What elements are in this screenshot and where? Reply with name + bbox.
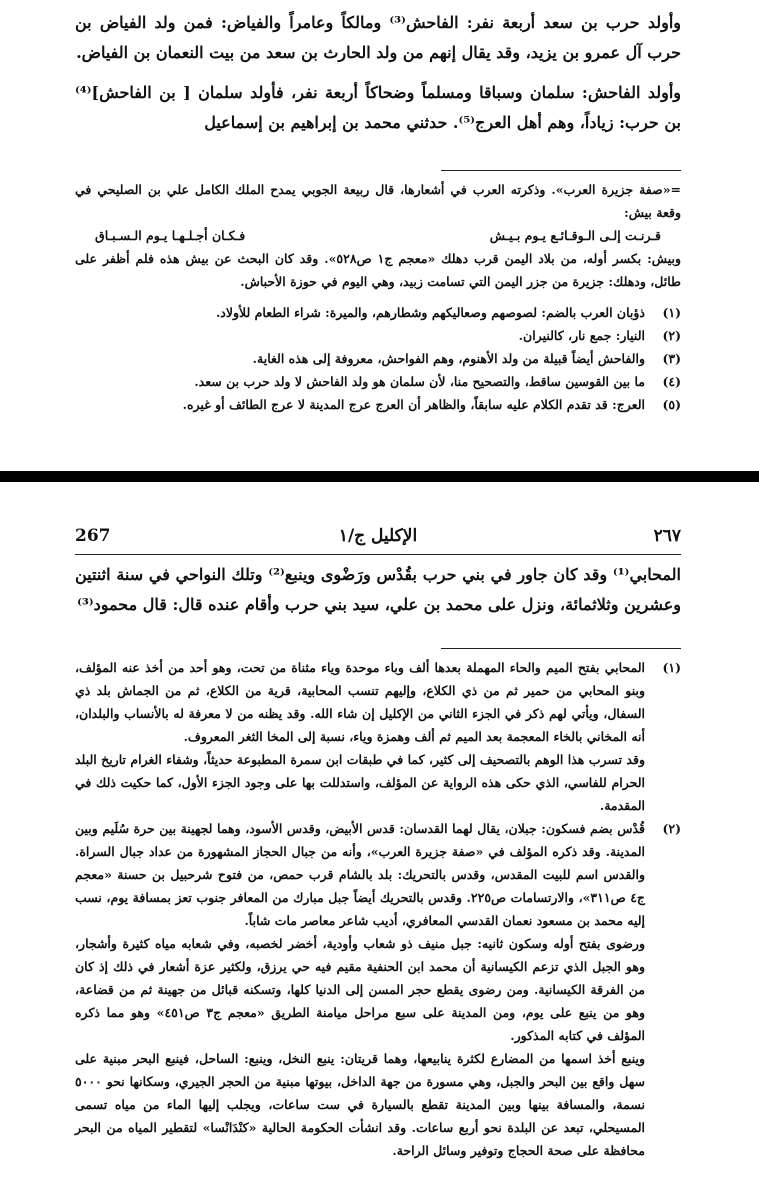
footnote	[75, 393, 681, 416]
running-title: الإكليل ج/١	[338, 526, 418, 546]
page-number-arabic: ٢٦٧	[653, 526, 681, 546]
footnote-body	[75, 656, 645, 817]
footnote-paragraph: وينبع أخذ اسمها من المضارع لكثرة ينابيعها، وهما قريتان: ينبع النخل، وينبع: الساحل، فينبع البحر مبنية على سهل واقع بين البحر والجبل، وهي مسورة من جهة الداخل، بيوتها مبنية من الحجر الجيري، وسكانها نحو ٥٠٠٠ نسمة، والمسافة بينها وبين المدينة تقطع بالسيارة في ست ساعات، ويجلب إليها الماء من مياه تسمى المسيحلي، تبعد عن البلدة نحو أربع ساعات. وقد انشأت الحكومة الحالية «كنْدَانْسا» لتقطير المياه من البحر محافظة على صحة الحجاج وتوفير وسائل الراحة.	[75, 1051, 645, 1158]
footnote-paragraph: قُدْس بضم فسكون: جبلان، يقال لهما القدسان: قدس الأبيض، وقدس الأسود، وهما لجهينة بين حرة سُلَيم وبين المدينة. وقد ذكره المؤلف في «صفة جزيرة العرب»، وأنه من جبال الحجاز المشهورة من عداد جبال السراة. والقدس اسم للبيت المقدس، وقدس بالتحريك: بلد بالشام قرب حمص، من فتوح شرحبيل بن حسنة «معجم ج٤ ص٣١١»، والارتسامات ص٢٢٥. وقدس بالتحريك أيضاً جبل مبارك من المعافر جنوب تعز بمسافة يوم، نسب إليه محمد بن مسعود نعمان القدسي المعافري، أديب شاعر معاصر مات شاباً.	[75, 821, 645, 928]
page-top	[0, 0, 759, 471]
paragraph: وأولد الفاحش: سلمان وسباقا ومسلماً وضحاكاً أربعة نفر، فأولد سلمان [ بن الفاحش]⁽⁴⁾ بن حرب: زياداً، وهم أهل العرج⁽⁵⁾. حدثني محمد بن إبراهيم بن إسماعيل	[75, 83, 681, 132]
footnote-text: العرج: قد تقدم الكلام عليه سابقاً، والظاهر أن العرج عرج المدينة لا عرج الطائف أو غيره.	[182, 397, 645, 412]
hemistich: قـرنـت إلـى الـوقـائـع يـوم بـيـش	[489, 228, 661, 243]
footnote-number: (٢)	[662, 328, 681, 343]
footnote-number: (٤)	[662, 374, 681, 389]
poem-verse	[75, 224, 681, 247]
footnote-number: (١)	[662, 660, 681, 675]
footnote-text: ما بين القوسين ساقط، والتصحيح منا، لأن سلمان هو ولد الفاحش لا ولد حرب بن سعد.	[194, 374, 645, 389]
main-text	[75, 560, 681, 620]
page-bottom	[0, 482, 759, 1200]
footnote	[75, 301, 681, 324]
footnote-continuation: وبيش: بكسر أوله، من بلاد اليمن قرب دهلك «معجم ج١ ص٥٢٨». وقد كان البحث عن بيش هذه فلم أظفر على طائل، ودهلك: جزيرة من جزر اليمن التي تسامت زبيد، وهي اليوم في حوزة الأحباش.	[75, 251, 681, 289]
paragraph: وأولد حرب بن سعد أربعة نفر: الفاحش⁽³⁾ ومالكاً وعامراً والفياض: فمن ولد الفياض بن حرب آل عمرو بن يزيد، وقد يقال إنهم من ولد الحارث بن سعد من بيت النعمان بن الفياض.	[75, 13, 681, 62]
footnote-text: النيار: جمع نار، كالنيران.	[518, 328, 645, 343]
paragraph: المحابي⁽¹⁾ وقد كان جاور في بني حرب بقُدْس ورَضْوى وينبع⁽²⁾ وتلك النواحي في سنة اثنتين وعشرين وثلاثمائة، ونزل على محمد بن علي، سيد بني حرب وأقام عنده قال: قال محمود⁽³⁾	[75, 565, 681, 614]
footnote	[75, 324, 681, 347]
footnote-number: (٥)	[662, 397, 681, 412]
footnote-paragraph: ورضوى بفتح أوله وسكون ثانيه: جبل منيف ذو شعاب وأودية، أخضر لخصبه، وفي شعابه مياه كثيرة وأشجار، وهو الجبل الذي تزعم الكيسانية أن محمد ابن الحنفية مقيم فيه حي يرزق، ولكثير عزة أشعار في ذلك إذ كان من الفرقة الكيسانية. ومن رضوى يقطع حجر المسن إلى الدنيا كلها، وتسكنه قبائل من جهينة ثم من قضاعة، وهو من ينبع على يوم، ومن المدينة على سبع مراحل ميامنة الطريق «معجم ج٣ ص٤٥١» وهو مما ذكره المؤلف في كتابه المذكور.	[75, 936, 645, 1043]
footnote-text: والفاحش أيضاً قبيلة من ولد الأهنوم، وهم الفواحش، معروفة إلى هذه الغاية.	[252, 351, 645, 366]
footnote	[75, 370, 681, 393]
footnote-number: (٣)	[662, 351, 681, 366]
footnote	[75, 817, 681, 1162]
footnotes	[75, 656, 681, 1162]
main-text	[75, 8, 681, 138]
footnote-paragraph: وقد تسرب هذا الوهم بالتصحيف إلى كثير، كما في طبقات ابن سمرة المطبوعة حديثاً، وشفاء الغرام تاريخ البلد الحرام للفاسي، الذي حكى هذه الرواية عن المؤلف، واستدللت بها على وجود الجزء الأول، كما حكيت ذلك في المقدمة.	[75, 752, 645, 813]
footnote-number: (١)	[662, 305, 681, 320]
footnote-rule	[441, 648, 681, 649]
footnote	[75, 347, 681, 370]
running-header	[75, 526, 681, 554]
footnote-paragraph: المحابي بفتح الميم والحاء المهملة بعدها ألف وباء موحدة وياء مثناة من تحت، وهو أحد من أخذ عنه المؤلف، وبنو المحابي من حمير ثم من ذي الكلاع، وإليهم تنسب المحابية، قرية من الكلاع، ثم من الجماش بلد ذي السفال، ويأتي لهم ذكر في الجزء الثاني من الإكليل إن شاء الله. وقد يظنه من لا معرفة له بالأنساب والبلدان، أنه المخاني بالخاء المعجمة بعد الميم ثم ألف وهمزة وياء، نسبة إلى المخا الثغر المعروف.	[75, 660, 645, 744]
footnote-continuation: =«صفة جزيرة العرب». وذكرته العرب في أشعارها، قال ربيعة الجوبي يمدح الملك الكامل علي بن الصليحي في وقعة بيش:	[75, 182, 681, 220]
page-number-latin: 267	[75, 526, 111, 546]
footnotes	[75, 178, 681, 416]
footnote-text: ذؤبان العرب بالضم: لصوصهم وصعاليكهم وشطارهم، والميرة: شراء الطعام للأولاد.	[215, 305, 645, 320]
footnote	[75, 656, 681, 817]
header-rule	[75, 554, 681, 555]
footnote-rule	[441, 170, 681, 171]
hemistich: فـكـان أجـلـهـا يـوم الـسـبـاق	[95, 228, 246, 243]
footnote-number: (٢)	[662, 821, 681, 836]
footnote-body	[75, 817, 645, 1162]
